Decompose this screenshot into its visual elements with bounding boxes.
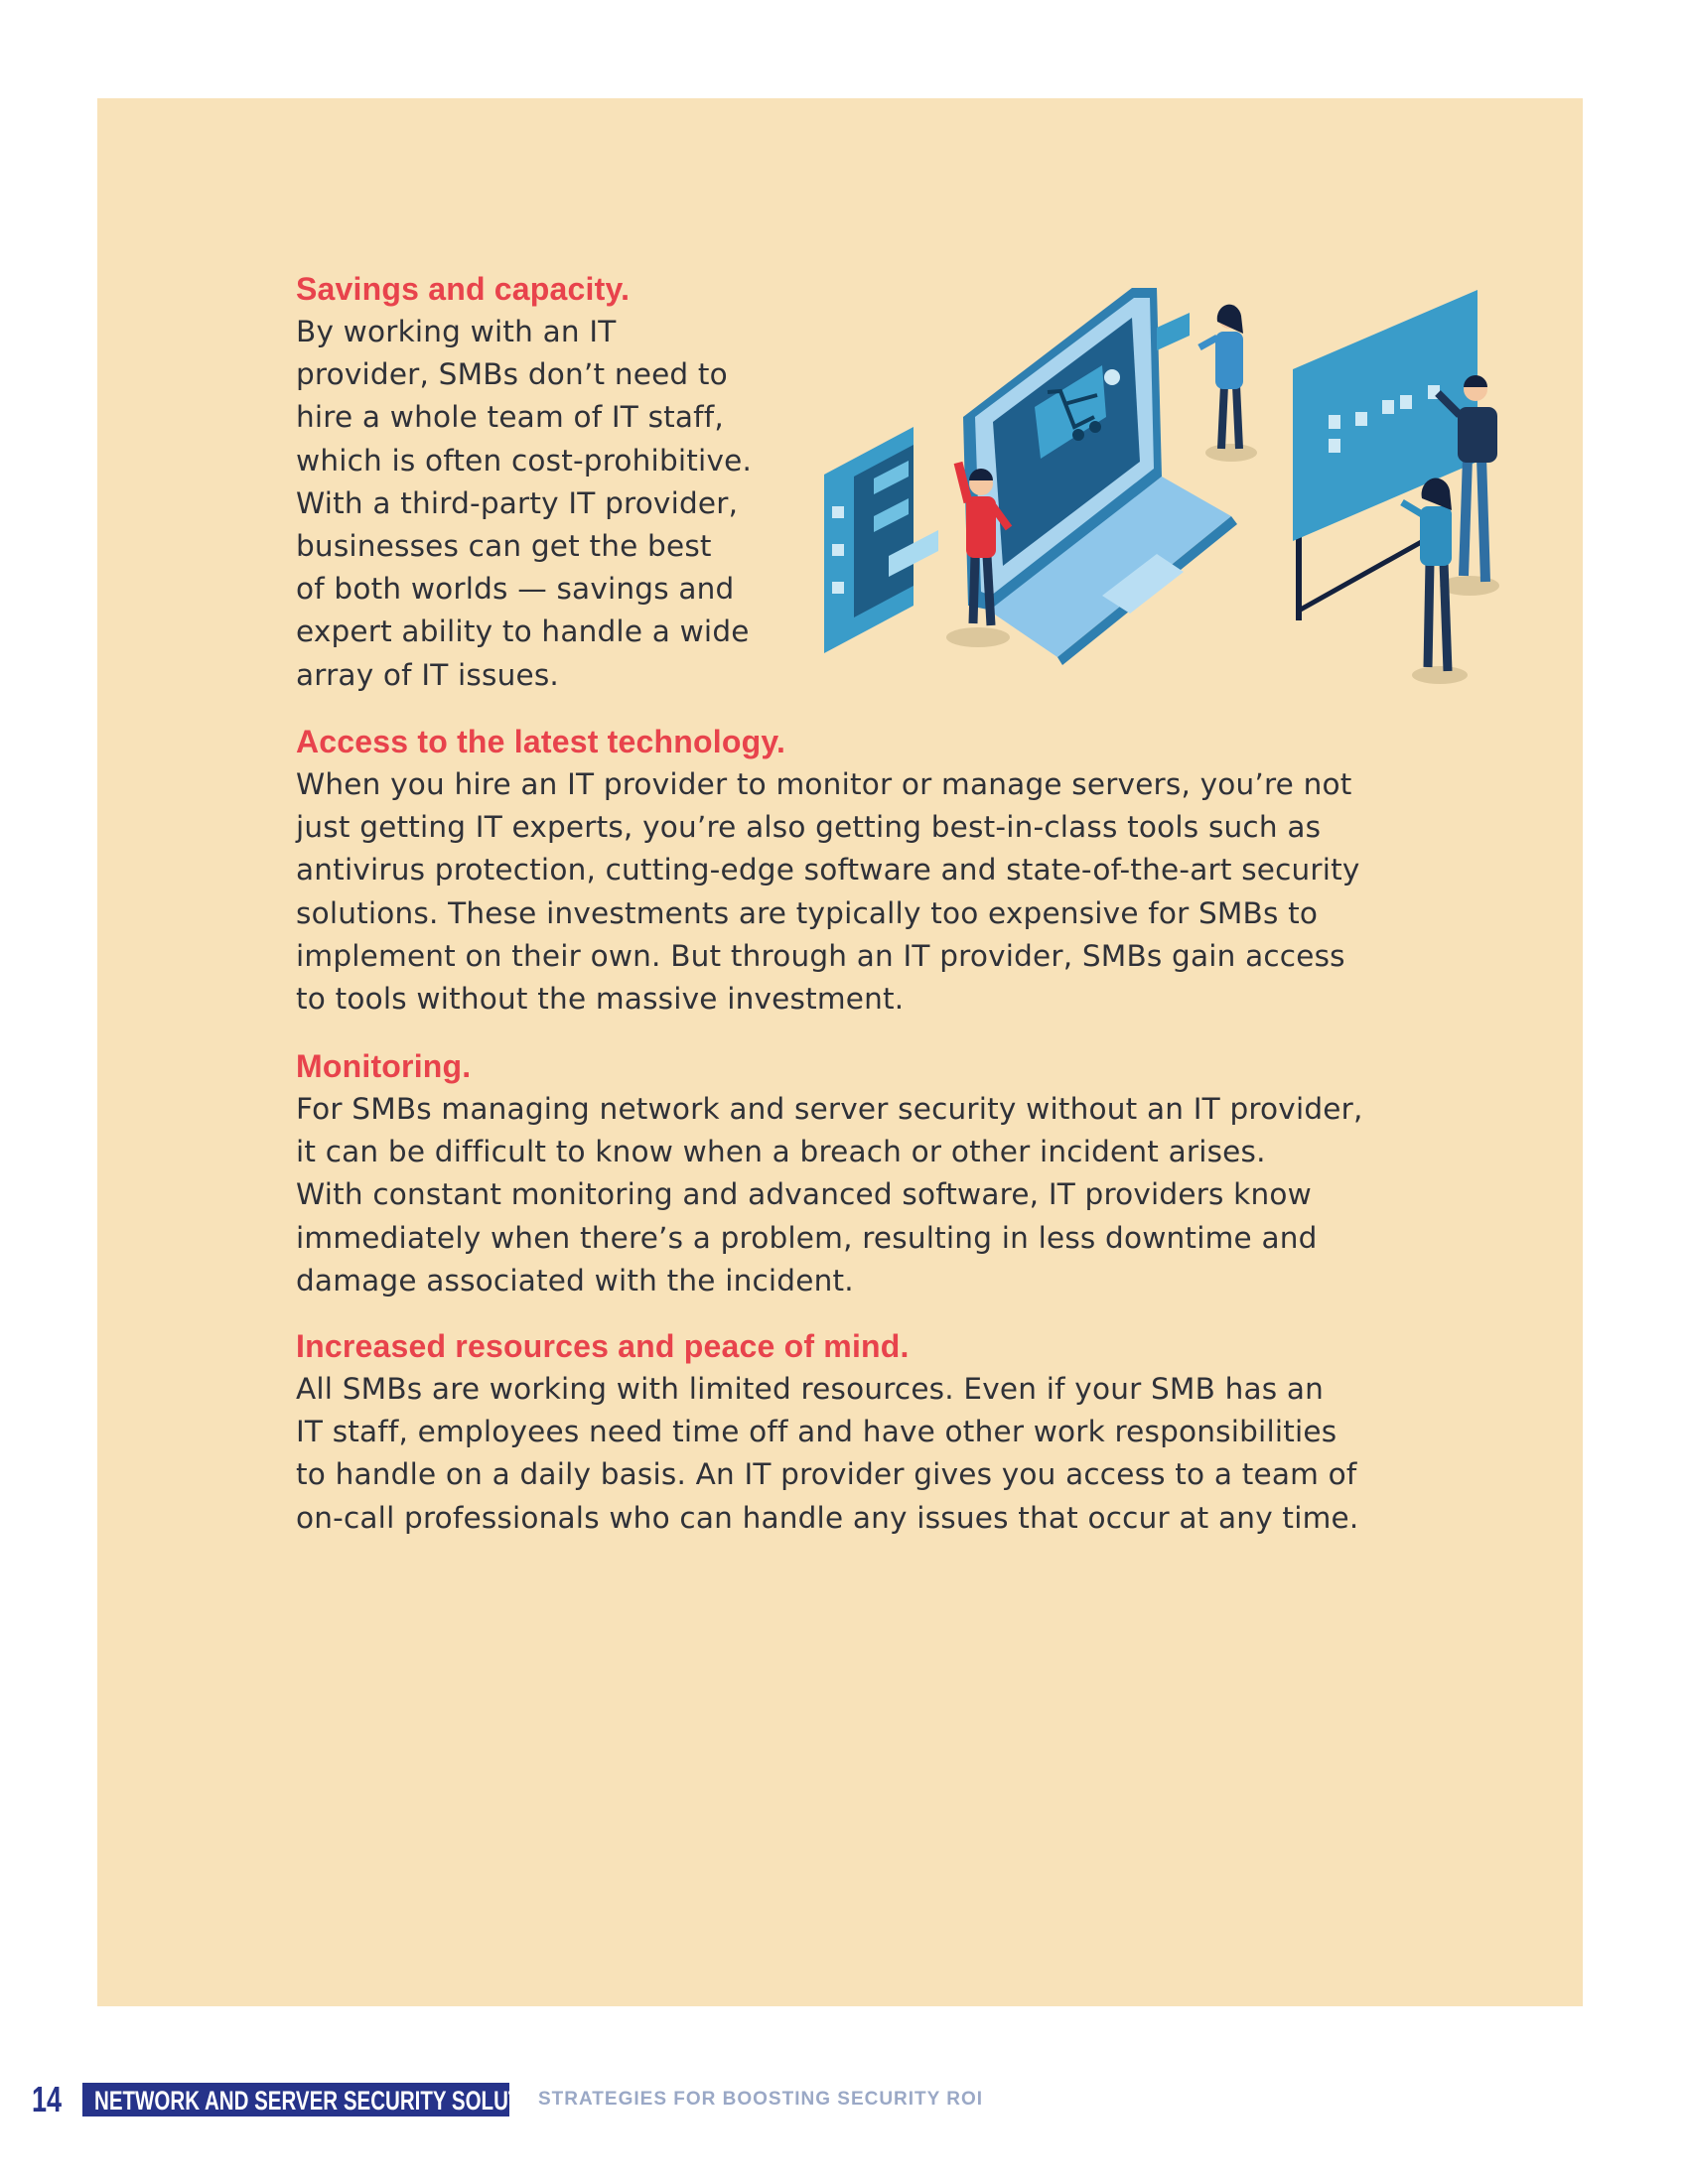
section-body: All SMBs are working with limited resources. Even if your SMB has an IT staff, employees need time off and have other work responsibilities to handle on a daily basis. An IT provider gives you access to a team of on-call professionals who can handle any issues that occur at any time. [296,1372,1359,1535]
section-body: By working with an IT provider, SMBs don’t need to hire a whole team of IT staff, which is often cost-prohibitive. With a third-party IT provider, businesses can get the best of both worlds — savings and expert ability to handle a wide array of IT issues. [296,315,753,692]
whiteboard-icon [1293,290,1477,620]
section-savings-capacity [296,268,812,697]
section-resources-peace-of-mind [296,1325,1487,1540]
person-top-icon [1199,305,1243,449]
document-subtitle: STRATEGIES FOR BOOSTING SECURITY ROI [538,2089,984,2110]
laptop-icon [963,288,1237,665]
section-body: For SMBs managing network and server security without an IT provider, it can be difficult to know when a breach or other incident arises. With constant monitoring and advanced software, IT providers know immediately when there’s a problem, resulting in less downtime and damage associated with the incident. [296,1092,1363,1297]
section-monitoring [296,1045,1487,1302]
person-woman-icon [1402,478,1452,671]
section-heading: Savings and capacity. [296,271,631,307]
series-title-bar [82,2083,571,2116]
it-team-illustration [814,268,1559,705]
section-heading: Monitoring. [296,1048,472,1084]
section-heading: Increased resources and peace of mind. [296,1328,910,1364]
section-heading: Access to the latest technology. [296,724,786,759]
section-latest-technology [296,721,1487,1021]
page-footer [0,2075,1688,2124]
section-body: When you hire an IT provider to monitor or manage servers, you’re not just getting IT experts, you’re also getting best-in-class tools such as antivirus protection, cutting-edge software and state-of-the-art security solutions. These investments are typically too expensive for SMBs to implement on their own. But through an IT provider, SMBs gain access to tools without the massive investment. [296,767,1360,1017]
card-panel-icon [824,427,938,653]
series-title: NETWORK AND SERVER SECURITY SOLUTIONS [94,2086,571,2116]
page-number: 14 [32,2079,63,2119]
